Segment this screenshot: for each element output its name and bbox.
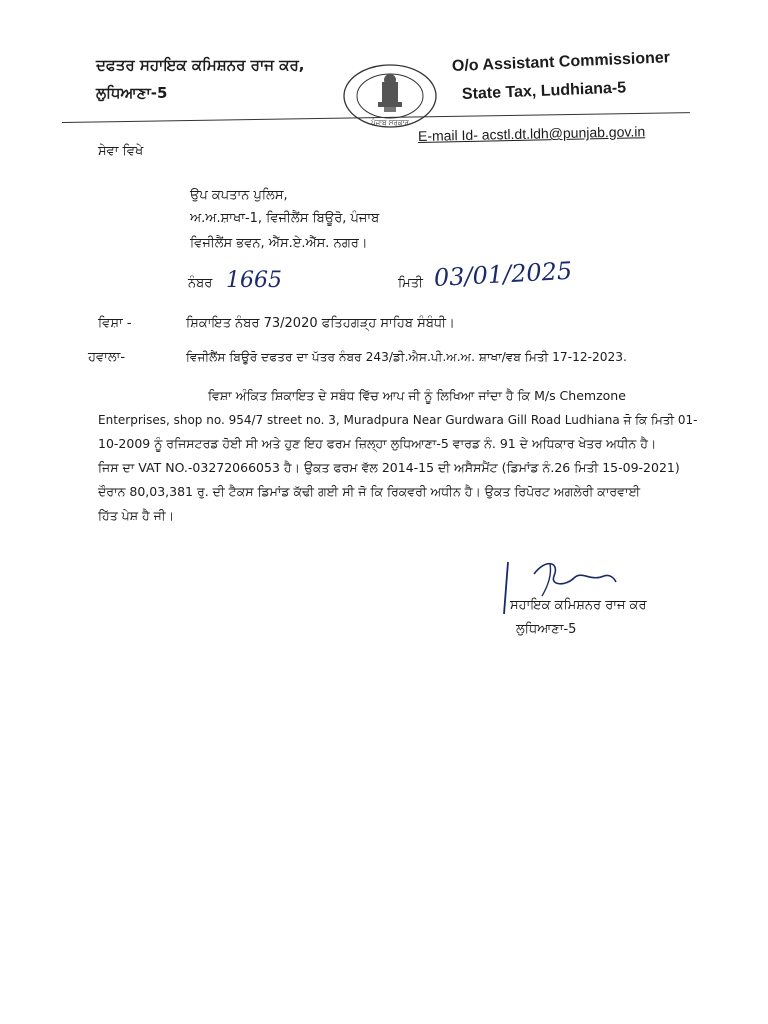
office-name-english: O/o Assistant Commissioner (451, 49, 671, 75)
signatory-title: ਸਹਾਇਕ ਕਮਿਸ਼ਨਰ ਰਾਜ ਕਰ (510, 598, 647, 613)
office-email: E-mail Id- acstl.dt.ldh@punjab.gov.in (417, 123, 646, 144)
body-line: Enterprises, shop no. 954/7 street no. 3, Muradpura Near Gurdwara Gill Road Ludhiana ਜੋ ਕਿ ਮਿਤੀ 01- (98, 413, 698, 427)
recipient-line-3: ਵਿਜੀਲੈਂਸ ਭਵਨ, ਐੱਸ.ਏ.ਐੱਸ. ਨਗਰ। (190, 236, 368, 251)
body-line: 10-2009 ਨੂੰ ਰਜਿਸਟਰਡ ਹੋਈ ਸੀ ਅਤੇ ਹੁਣ ਇਹ ਫਰਮ ਜ਼ਿਲ੍ਹਾ ਲੁਧਿਆਣਾ-5 ਵਾਰਡ ਨੰ. 91 ਦੇ ਅਧਿਕਾਰ ਖੇਤਰ ਅਧੀਨ ਹੈ। (98, 436, 657, 451)
reference-text: ਵਿਜੀਲੈਂਸ ਬਿਊਰੋ ਦਫਤਰ ਦਾ ਪੱਤਰ ਨੰਬਰ 243/ਡੀ.ਐਸ.ਪੀ.ਅ.ਅ. ਸ਼ਾਖਾ/ਵਬ ਮਿਤੀ 17-12-2023. (186, 350, 627, 364)
letter-number-label: ਨੰਬਰ (188, 276, 213, 291)
body-line: ਹਿੱਤ ਪੇਸ਼ ਹੈ ਜੀ। (98, 508, 175, 523)
salutation: ਸੇਵਾ ਵਿਖੇ (98, 144, 144, 159)
date-label: ਮਿਤੀ (398, 276, 423, 291)
office-name-punjabi: ਦਫਤਰ ਸਹਾਇਕ ਕਮਿਸ਼ਨਰ ਰਾਜ ਕਰ, (96, 56, 305, 74)
recipient-line-1: ਉਪ ਕਪਤਾਨ ਪੁਲਿਸ, (190, 188, 288, 203)
subject-text: ਸ਼ਿਕਾਇਤ ਨੰਬਰ 73/2020 ਫਤਿਹਗੜ੍ਹ ਸਾਹਿਬ ਸੰਬੰਧੀ। (186, 316, 455, 331)
reference-label: ਹਵਾਲਾ- (88, 350, 126, 365)
letter-number-handwritten: 1665 (226, 268, 282, 293)
letter-body (98, 384, 698, 528)
emblem-ring-text: ਪੰਜਾਬ ਸਰਕਾਰ (371, 119, 409, 127)
recipient-line-2: ਅ.ਅ.ਸ਼ਾਖਾ-1, ਵਿਜੀਲੈਂਸ ਬਿਊਰੋ, ਪੰਜਾਬ (190, 211, 380, 226)
office-city-english: State Tax, Ludhiana-5 (461, 79, 627, 103)
body-line: ਜਿਸ ਦਾ VAT NO.-03272066053 ਹੈ। ਉਕਤ ਫਰਮ ਵੱਲ 2014-15 ਦੀ ਅਸੈਸਮੈਂਟ (ਡਿਮਾਂਡ ਨੰ.26 ਮਿਤੀ 15-09-2021) (98, 460, 680, 475)
government-emblem-icon (340, 62, 440, 130)
body-line: ਦੌਰਾਨ 80,03,381 ਰੁ. ਦੀ ਟੈਕਸ ਡਿਮਾਂਡ ਕੱਢੀ ਗਈ ਸੀ ਜੋ ਕਿ ਰਿਕਵਰੀ ਅਧੀਨ ਹੈ। ਉਕਤ ਰਿਪੋਰਟ ਅਗਲੇਰੀ ਕਾਰਵਾਈ (98, 484, 641, 499)
body-line: ਵਿਸ਼ਾ ਅੰਕਿਤ ਸ਼ਿਕਾਇਤ ਦੇ ਸਬੰਧ ਵਿੱਚ ਆਪ ਜੀ ਨੂੰ ਲਿਖਿਆ ਜਾਂਦਾ ਹੈ ਕਿ M/s Chemzone (208, 388, 626, 403)
signatory-place: ਲੁਧਿਆਣਾ-5 (516, 622, 577, 637)
subject-label: ਵਿਸ਼ਾ - (98, 316, 132, 331)
office-city-punjabi: ਲੁਧਿਆਣਾ-5 (96, 84, 168, 102)
date-handwritten: 03/01/2025 (433, 256, 573, 292)
